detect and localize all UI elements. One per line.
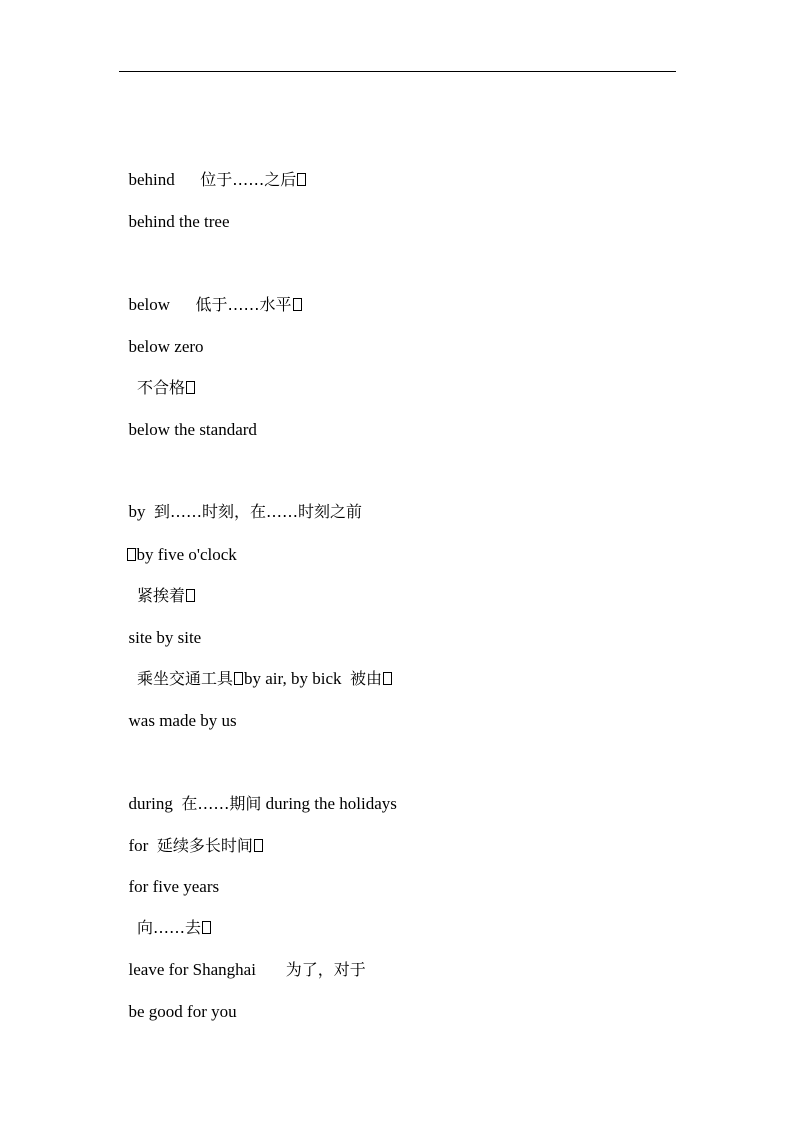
- chinese-meaning: 乘坐交通工具: [137, 669, 234, 688]
- example-line: [120, 940, 366, 980]
- example-line: [120, 857, 219, 897]
- entry-line: [120, 275, 303, 315]
- chinese-meaning: 紧挨着: [137, 586, 186, 605]
- example-text: for five years: [128, 877, 220, 896]
- example-text: behind the tree: [128, 212, 230, 231]
- meaning-line: [120, 358, 196, 398]
- meaning-line: [120, 898, 212, 938]
- chinese-meaning: 在……期间: [181, 794, 262, 813]
- english-word: behind: [128, 170, 175, 189]
- chinese-meaning: 到……时刻，在……时刻之前: [154, 502, 363, 521]
- example-text: site by site: [128, 628, 202, 647]
- missing-glyph-box: [127, 548, 136, 561]
- example-line: [120, 608, 201, 648]
- entry-line: [120, 150, 307, 190]
- meaning-line: [120, 566, 196, 606]
- entry-line: [120, 816, 264, 856]
- example-text: by air, by bick: [244, 669, 351, 688]
- missing-glyph-box: [186, 589, 195, 602]
- missing-glyph-box: [293, 298, 302, 311]
- chinese-meaning: 位于……之后: [200, 170, 297, 189]
- example-text: below zero: [128, 337, 204, 356]
- header-rule: [119, 71, 676, 72]
- missing-glyph-box: [202, 921, 211, 934]
- example-text: be good for you: [128, 1002, 237, 1021]
- chinese-meaning: 向……去: [137, 918, 202, 937]
- missing-glyph-box: [234, 672, 243, 685]
- example-text: was made by us: [128, 711, 237, 730]
- missing-glyph-box: [383, 672, 392, 685]
- english-word: by: [128, 502, 154, 521]
- missing-glyph-box: [254, 839, 263, 852]
- example-text: by five o'clock: [136, 545, 237, 564]
- chinese-meaning: 延续多长时间: [156, 836, 253, 855]
- example-text: leave for Shanghai: [128, 960, 256, 979]
- example-line: [120, 982, 237, 1022]
- missing-glyph-box: [186, 381, 195, 394]
- example-text: below the standard: [128, 420, 257, 439]
- english-word: for: [128, 836, 157, 855]
- english-word: below: [128, 295, 171, 314]
- chinese-meaning: 不合格: [137, 378, 186, 397]
- example-text: during the holidays: [261, 794, 397, 813]
- english-word: during: [128, 794, 182, 813]
- example-line: [120, 192, 230, 232]
- chinese-meaning: 被由: [350, 669, 383, 688]
- missing-glyph-box: [297, 173, 306, 186]
- chinese-meaning: 低于……水平: [195, 295, 292, 314]
- entry-line: [120, 482, 362, 522]
- example-line: [120, 691, 237, 731]
- example-line: [120, 317, 204, 357]
- entry-line: [120, 774, 397, 814]
- meaning-line: [120, 649, 393, 689]
- example-line: [118, 525, 237, 565]
- chinese-meaning: 为了，对于: [285, 960, 366, 979]
- example-line: [120, 400, 257, 440]
